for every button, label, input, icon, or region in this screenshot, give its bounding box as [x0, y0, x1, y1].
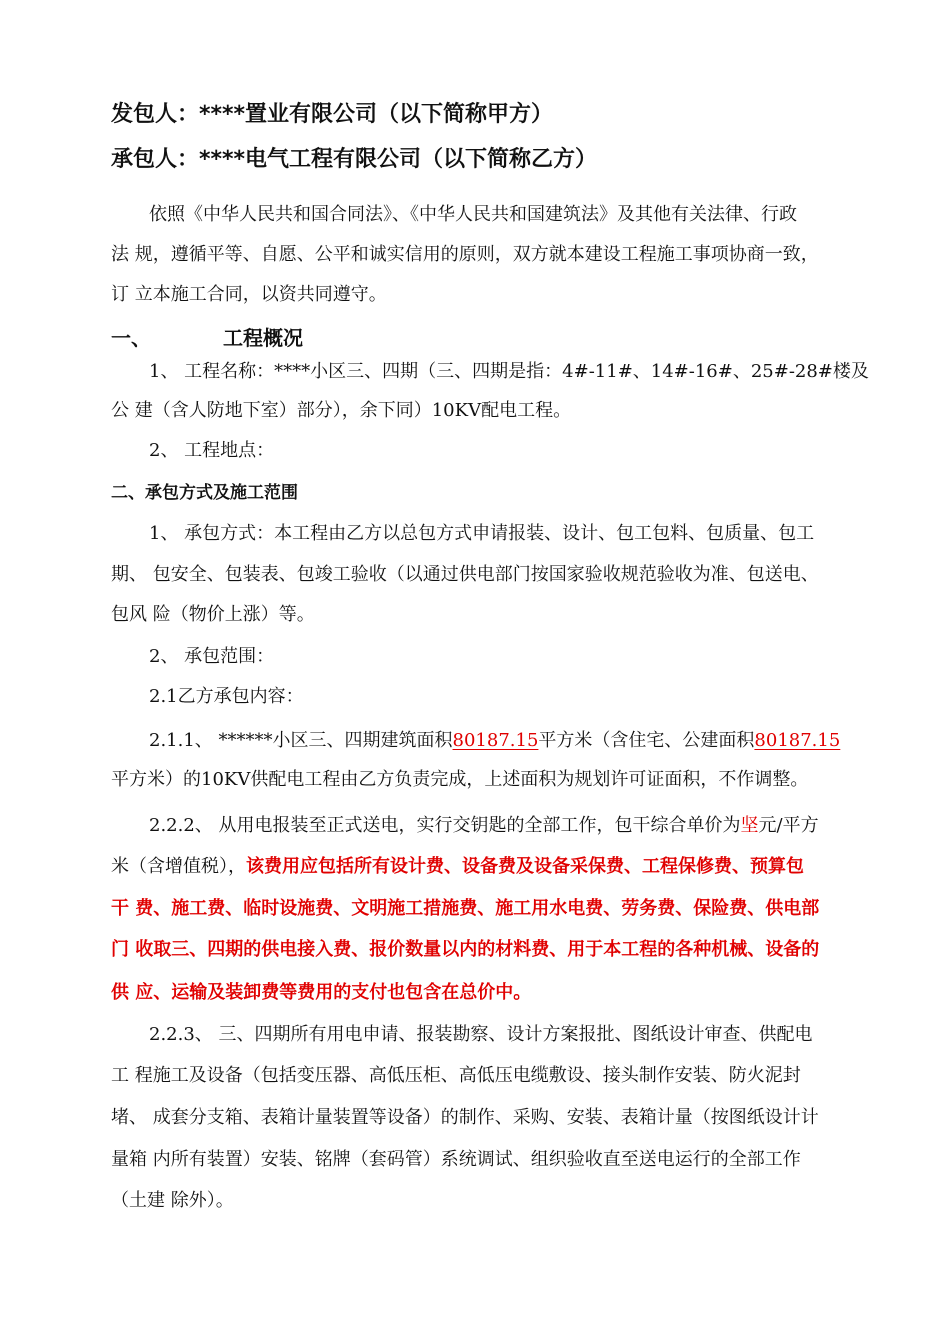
project-name-line-1: 1、 工程名称：****小区三、四期（三、四期是指：4#-11#、14#-16#、25#-28#楼及 [149, 361, 869, 382]
building-area-value: 80187.15 [452, 730, 539, 751]
clause-2-2-3-line-3: 堵、 成套分支箱、表箱计量装置等设备）的制作、采购、安装、表箱计量（按图纸设计计 [111, 1107, 819, 1128]
unit-price-value: 坚 [740, 815, 759, 836]
clause-2-2-2-line-5: 供 应、运输及装卸费等费用的支付也包含在总价中。 [111, 982, 532, 1003]
preamble-line-2: 法 规，遵循平等、自愿、公平和诚实信用的原则，双方就本建设工程施工事项协商一致， [111, 244, 819, 265]
clause-2-2-2-tax-note: 米（含增值税）， [111, 856, 246, 877]
contract-method-line-1: 1、 承包方式：本工程由乙方以总包方式申请报装、设计、包工包料、包质量、包工 [149, 523, 815, 544]
contract-scope: 2、 承包范围： [149, 646, 275, 667]
clause-2-2-2-suffix: 元/平方 [758, 815, 819, 836]
clause-2-2-2-prefix: 2.2.2、 从用电报装至正式送电，实行交钥匙的全部工作，包干综合单价为 [149, 815, 741, 836]
clause-2-2-3-line-1: 2.2.3、 三、四期所有用电申请、报装勘察、设计方案报批、图纸设计审查、供配电 [149, 1024, 813, 1045]
clause-2-2-3-line-5: （土建 除外）。 [111, 1190, 234, 1211]
project-location: 2、 工程地点： [149, 440, 275, 461]
section-2-heading: 二、承包方式及施工范围 [111, 483, 298, 503]
contractor-scope-heading: 2.1乙方承包内容： [149, 686, 304, 707]
project-name-line-2: 公 建（含人防地下室）部分），余下同）10KV配电工程。 [111, 400, 572, 421]
clause-2-1-1-middle: 平方米（含住宅、公建面积 [538, 730, 755, 751]
clause-2-2-2-line-3: 干 费、施工费、临时设施费、文明施工措施费、施工用水电费、劳务费、保险费、供电部 [111, 898, 820, 919]
public-area-value: 80187.15 [754, 730, 841, 751]
employer-party: 发包人：****置业有限公司（以下简称甲方） [111, 102, 554, 127]
clause-2-2-2-fee-scope-start: 该费用应包括所有设计费、设备费及设备采保费、工程保修费、预算包 [246, 856, 804, 877]
clause-2-1-1-prefix: 2.1.1、 ******小区三、四期建筑面积 [149, 730, 453, 751]
contractor-party: 承包人：****电气工程有限公司（以下简称乙方） [111, 147, 598, 172]
clause-2-2-3-line-2: 工 程施工及设备（包括变压器、高低压柜、高低压电缆敷设、接头制作安装、防火泥封 [111, 1065, 801, 1086]
preamble-line-1: 依照《中华人民共和国合同法》、《中华人民共和国建筑法》及其他有关法律、行政 [149, 204, 797, 225]
contract-method-line-2: 期、 包安全、包装表、包竣工验收（以通过供电部门按国家验收规范验收为准、包送电、 [111, 564, 819, 585]
section-1-title: 工程概况 [223, 326, 303, 350]
clause-2-2-2-line-4: 门 收取三、四期的供电接入费、报价数量以内的材料费、用于本工程的各种机械、设备的 [111, 939, 820, 960]
clause-2-2-3-line-4: 量箱 内所有装置）安装、铭牌（套码管）系统调试、组织验收直至送电运行的全部工作 [111, 1149, 801, 1170]
clause-2-2-2-line-1 [149, 814, 819, 838]
preamble-line-3: 订 立本施工合同，以资共同遵守。 [111, 284, 387, 305]
section-1-heading [111, 324, 303, 352]
section-1-number: 一、 [111, 326, 151, 350]
clause-2-1-1-line-1 [149, 729, 840, 753]
clause-2-2-2-line-2 [111, 855, 804, 879]
contract-method-line-3: 包风 险（物价上涨）等。 [111, 604, 315, 625]
clause-2-1-1-line-2: 平方米）的10KV供配电工程由乙方负责完成，上述面积为规划许可证面积，不作调整。 [111, 769, 809, 790]
